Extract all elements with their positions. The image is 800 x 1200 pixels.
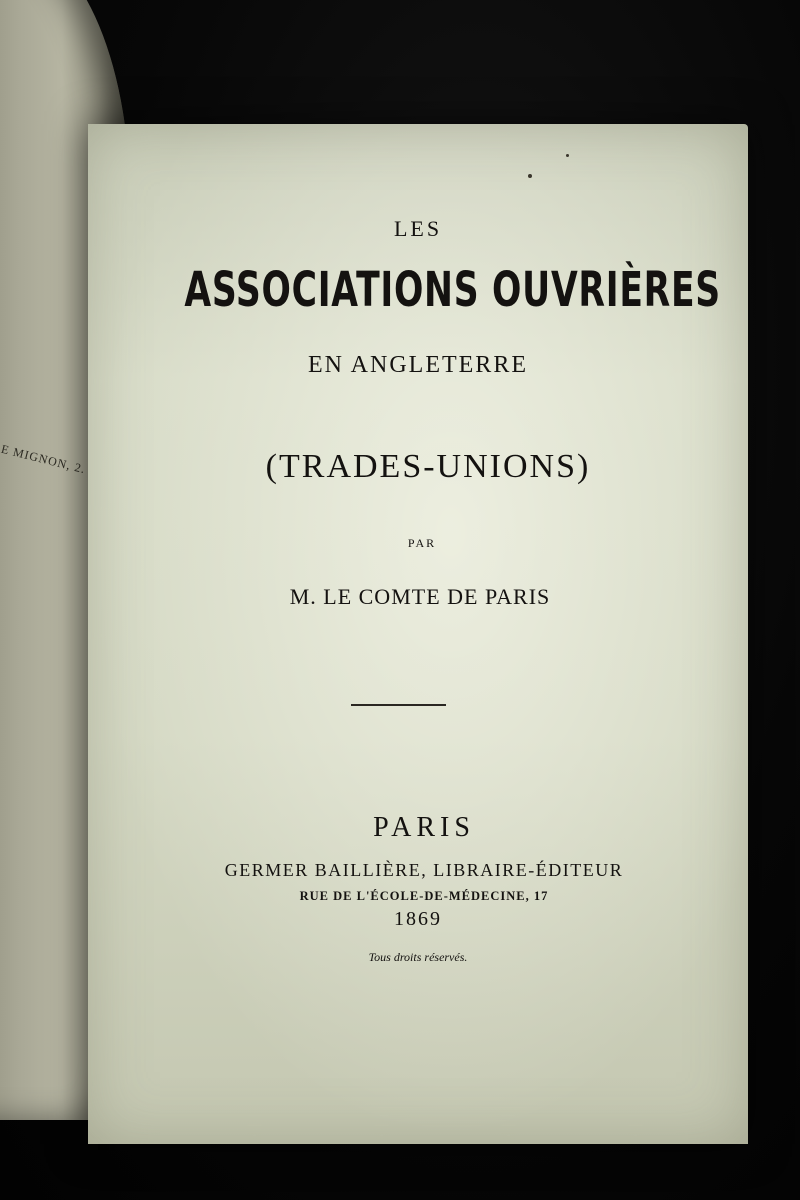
main-title: ASSOCIATIONS OUVRIÈRES — [184, 262, 721, 318]
paper-speck — [528, 174, 532, 178]
publication-year: 1869 — [394, 908, 442, 930]
left-page-margin-text: E MIGNON, 2. — [0, 441, 88, 477]
separator-rule — [351, 704, 446, 706]
publisher-address: RUE DE L'ÉCOLE-DE-MÉDECINE, 17 — [299, 889, 549, 903]
publisher-name: GERMER BAILLIÈRE, LIBRAIRE-ÉDITEUR — [224, 860, 624, 880]
publication-city: PARIS — [373, 812, 475, 843]
author-name: M. LE COMTE DE PARIS — [289, 584, 551, 609]
paper-speck — [566, 154, 569, 157]
by-line: PAR — [407, 536, 437, 550]
title-les: LES — [393, 216, 443, 241]
subtitle: EN ANGLETERRE — [308, 352, 528, 378]
parenthetical-title: (TRADES-UNIONS) — [265, 448, 591, 485]
rights-notice: Tous droits réservés. — [368, 950, 468, 964]
title-page — [88, 124, 748, 1144]
